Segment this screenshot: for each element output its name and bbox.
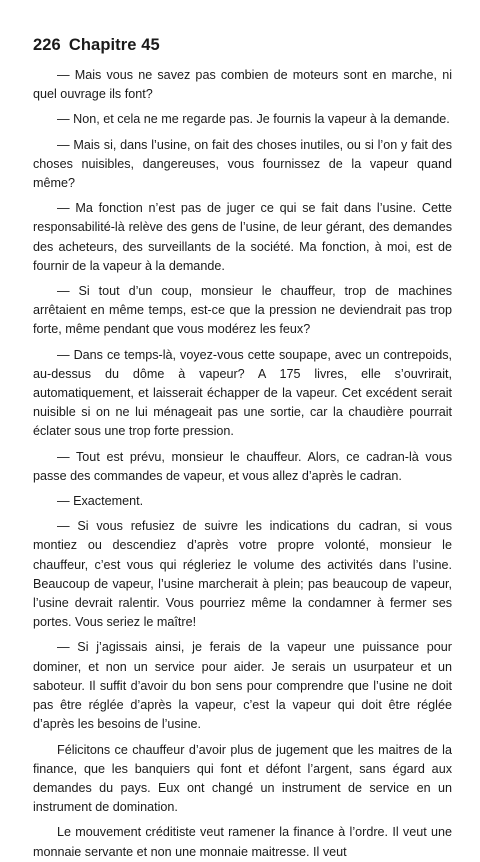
chapter-title: Chapitre 45 [68, 36, 160, 54]
body-text [33, 66, 452, 862]
page-number: 226 [33, 36, 61, 54]
running-header [33, 36, 452, 55]
paragraph: — Dans ce temps-là, voyez-vous cette soupape, avec un contrepoids, au-dessus du dôme à vapeur? A 175 livres, elle s’ouvrirait, automatiquement, et laisserait échapper de la vapeur. Cet excédent serait nuisible si on ne lui ménageait pas une sortie, car la chaudière pourrait éclater sous une trop forte pression. [33, 347, 452, 439]
paragraph: — Mais si, dans l’usine, on fait des choses inutiles, ou si l’on y fait des choses nuisibles, dangereuses, vous fournissez de la vapeur quand même? [33, 137, 452, 191]
paragraph: — Si tout d’un coup, monsieur le chauffeur, trop de machines arrêtaient en même temps, est-ce que la pression ne deviendrait pas trop forte, même pendant que vous modérez les feux? [33, 284, 452, 337]
paragraph: — Exactement. [57, 494, 144, 509]
paragraph: — Non, et cela ne me regarde pas. Je fournis la vapeur à la demande. [57, 112, 450, 127]
paragraph: — Ma fonction n’est pas de juger ce qui se fait dans l’usine. Cette responsabilité-là relève des gens de l’usine, de leur gérant, des demandes des acheteurs, des surveillants de la société. Ma fonction, à moi, est de fournir de la vapeur à la demande. [33, 201, 452, 273]
paragraph: — Mais vous ne savez pas combien de moteurs sont en marche, ni quel ouvrage ils font? [33, 68, 452, 102]
paragraph: Le mouvement créditiste veut ramener la finance à l’ordre. Il veut une monnaie servante et non une monnaie maitresse. Il veut [33, 825, 452, 859]
paragraph: — Si j’agissais ainsi, je ferais de la vapeur une puissance pour dominer, et non un service pour aider. Je serais un usurpateur et un saboteur. Il suffit d’avoir du bon sens pour comprendre que l’usine ne doit pas être réglée d’après la vapeur, c’est la vapeur qui doit être réglée d’après les besoins de l’usine. [33, 640, 452, 732]
paragraph: — Tout est prévu, monsieur le chauffeur. Alors, ce cadran-là vous passe des commandes de vapeur, et vous allez d’après le cadran. [33, 449, 452, 483]
paragraph: Félicitons ce chauffeur d’avoir plus de jugement que les maitres de la finance, que les banquiers qui font et défont l’argent, sans égard aux demandes du pays. Eux ont changé un instrument de service en un instrument de domination. [33, 742, 452, 815]
paragraph: — Si vous refusiez de suivre les indications du cadran, si vous montiez ou descendiez d’après votre propre volonté, monsieur le chauffeur, c’est vous qui régleriez le volume des activités dans l’usine. Beaucoup de vapeur, l’usine marcherait à plein; pas beaucoup de vapeur, l’usine devrait ralentir. Vous pourriez même la condamner à fermer ses portes. Vous seriez le maître! [33, 519, 452, 630]
